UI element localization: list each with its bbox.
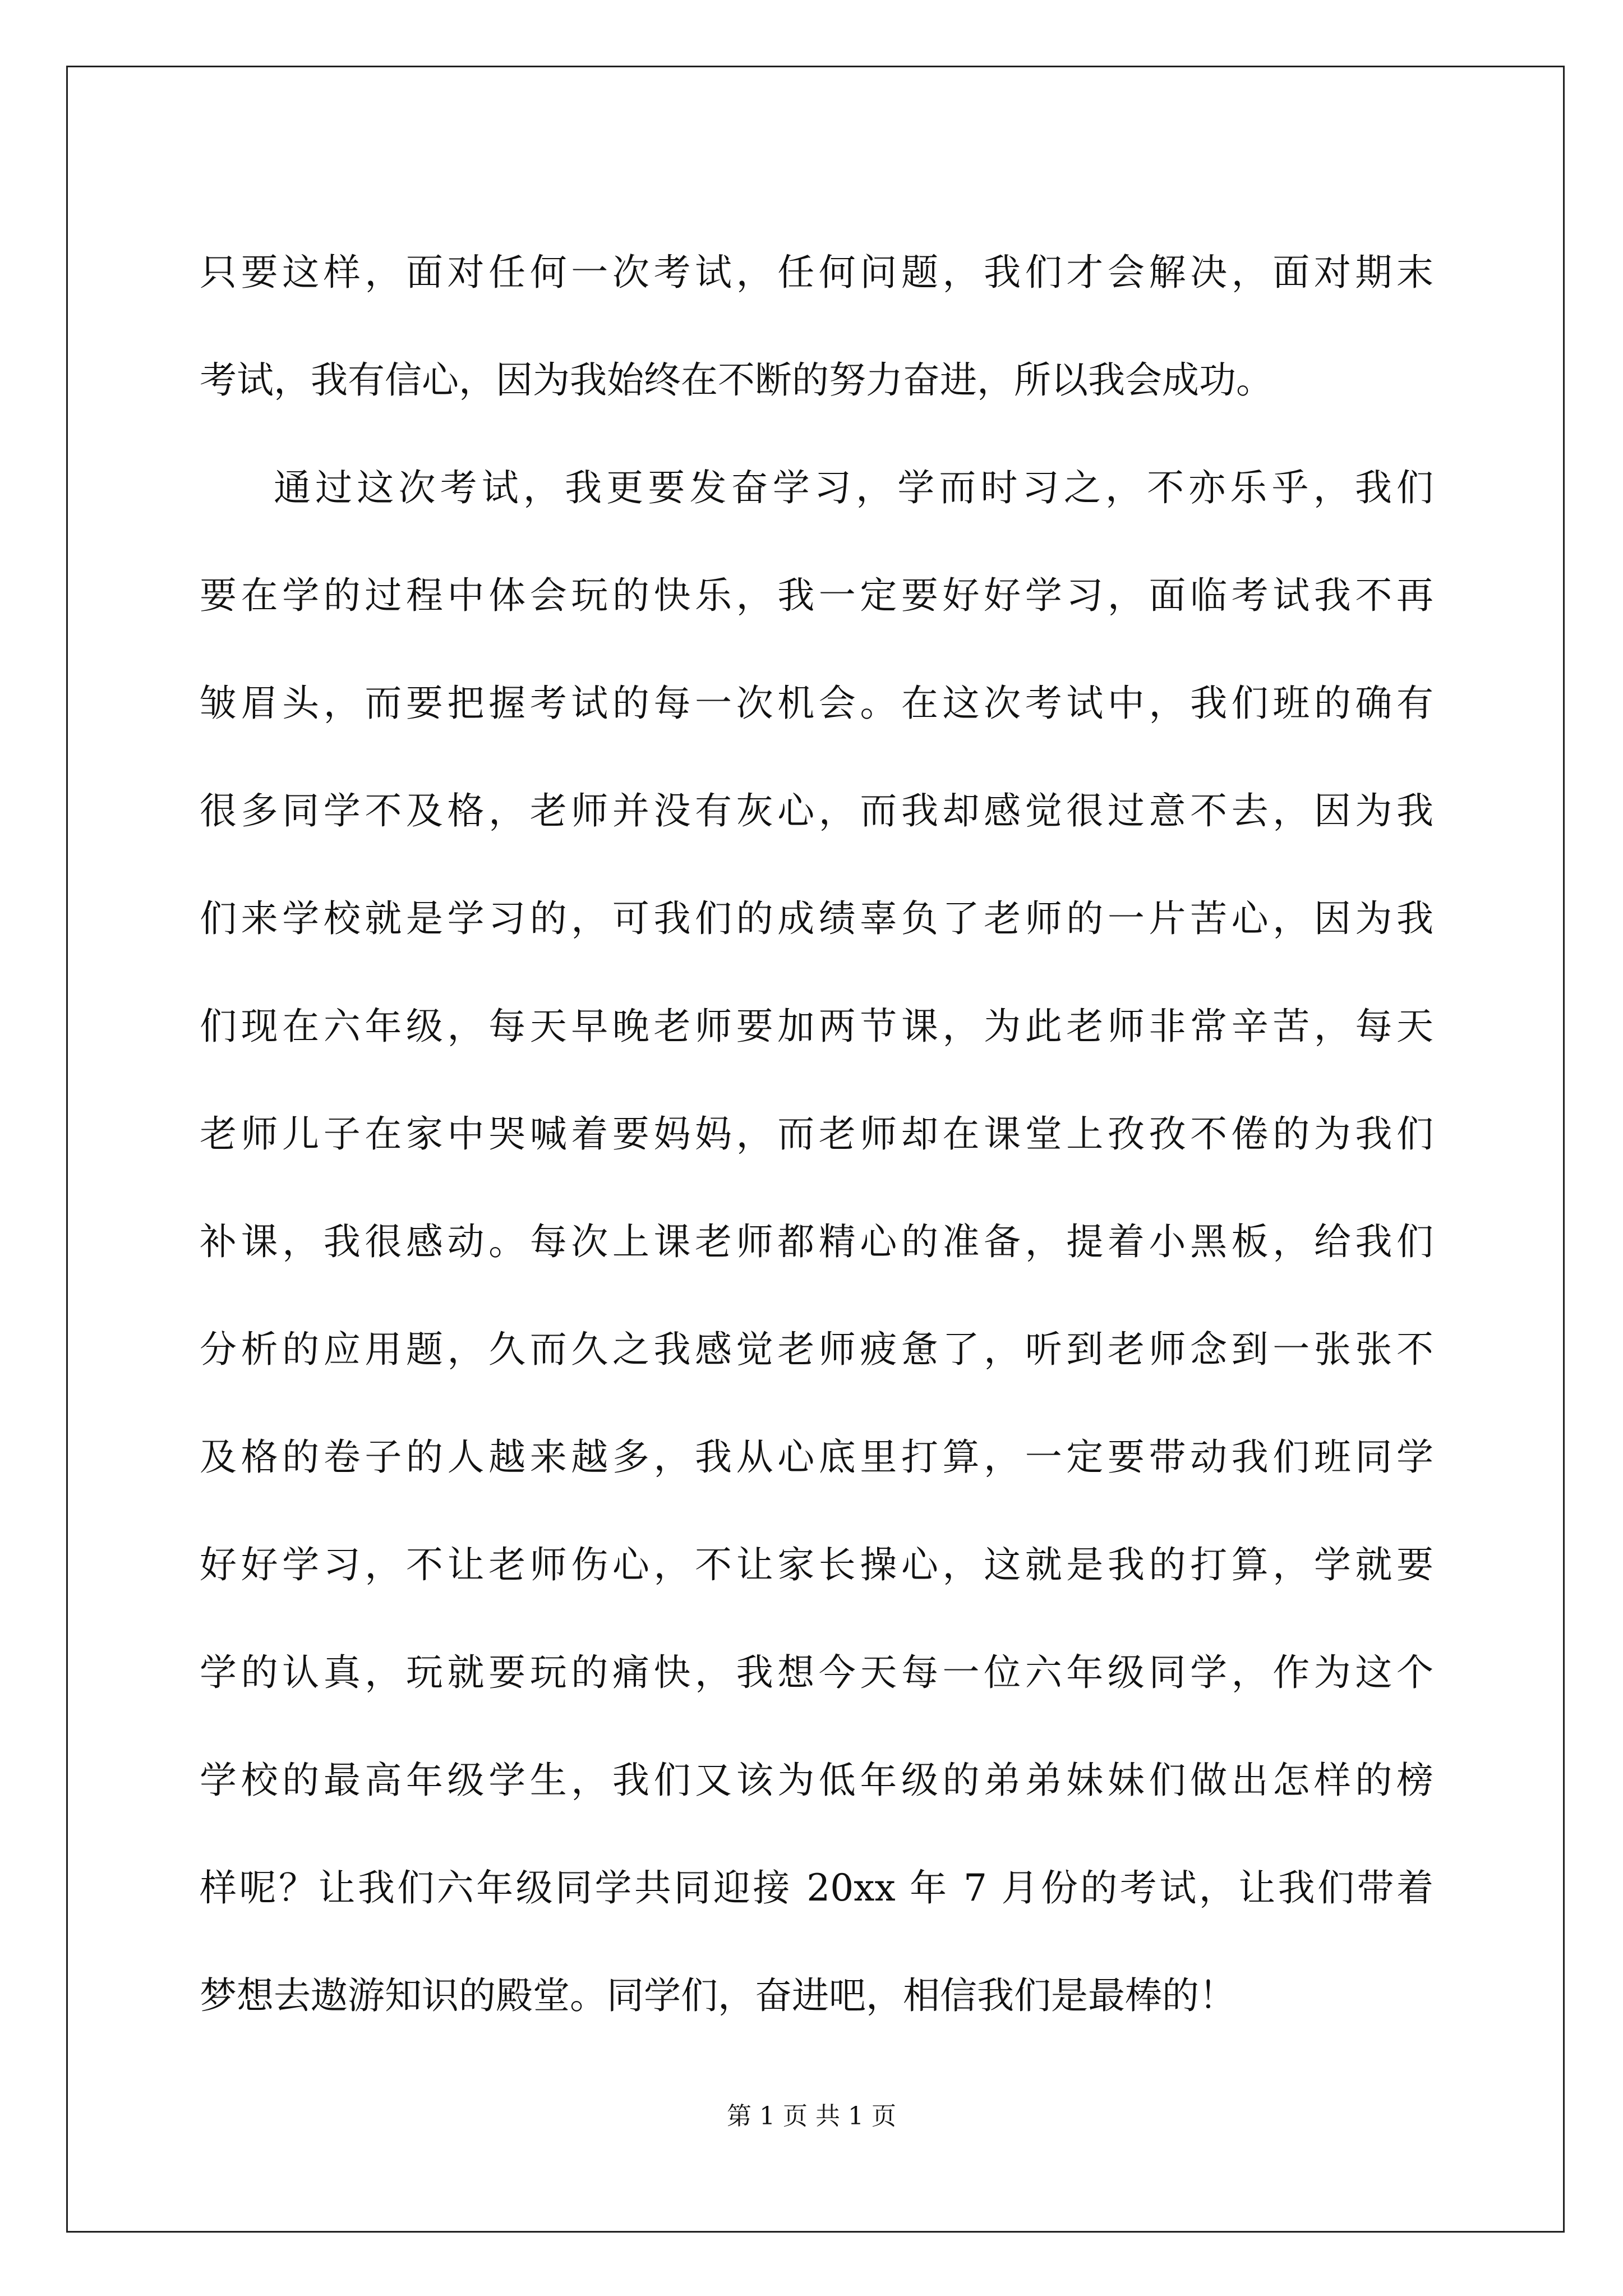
text-line: 分析的应用题，久而久之我感觉老师疲惫了，听到老师念到一张张不 bbox=[200, 1328, 1433, 1371]
text-line: 梦想去遨游知识的殿堂。同学们，奋进吧，相信我们是最棒的！ bbox=[200, 1974, 1236, 2017]
text-line: 好好学习，不让老师伤心，不让家长操心，这就是我的打算，学就要 bbox=[200, 1543, 1433, 1586]
text-line: 皱眉头，而要把握考试的每一次机会。在这次考试中，我们班的确有 bbox=[200, 682, 1433, 725]
text-line: 学校的最高年级学生，我们又该为低年级的弟弟妹妹们做出怎样的榜 bbox=[200, 1759, 1433, 1802]
text-line: 考试，我有信心，因为我始终在不断的努力奋进，所以我会成功。 bbox=[200, 358, 1273, 402]
text-line: 们来学校就是学习的，可我们的成绩辜负了老师的一片苦心，因为我 bbox=[200, 897, 1433, 940]
text-line: 只要这样，面对任何一次考试，任何问题，我们才会解决，面对期末 bbox=[200, 251, 1433, 294]
text-line: 很多同学不及格，老师并没有灰心，而我却感觉很过意不去，因为我 bbox=[200, 789, 1433, 832]
text-line: 补课，我很感动。每次上课老师都精心的准备，提着小黑板，给我们 bbox=[200, 1220, 1433, 1263]
text-line: 通过这次考试，我更要发奋学习，学而时习之，不亦乐乎，我们 bbox=[274, 466, 1433, 509]
text-line: 们现在六年级，每天早晚老师要加两节课，为此老师非常辛苦，每天 bbox=[200, 1005, 1433, 1048]
text-line: 要在学的过程中体会玩的快乐，我一定要好好学习，面临考试我不再 bbox=[200, 574, 1433, 617]
text-line: 学的认真，玩就要玩的痛快，我想今天每一位六年级同学，作为这个 bbox=[200, 1651, 1433, 1694]
text-line: 及格的卷子的人越来越多，我从心底里打算，一定要带动我们班同学 bbox=[200, 1435, 1433, 1479]
text-line: 样呢？让我们六年级同学共同迎接 20xx 年 7 月份的考试，让我们带着 bbox=[200, 1866, 1433, 1910]
page-number-footer: 第 1 页 共 1 页 bbox=[727, 2102, 896, 2131]
text-line: 老师儿子在家中哭喊着要妈妈，而老师却在课堂上孜孜不倦的为我们 bbox=[200, 1112, 1433, 1156]
document-body bbox=[200, 219, 1433, 2050]
